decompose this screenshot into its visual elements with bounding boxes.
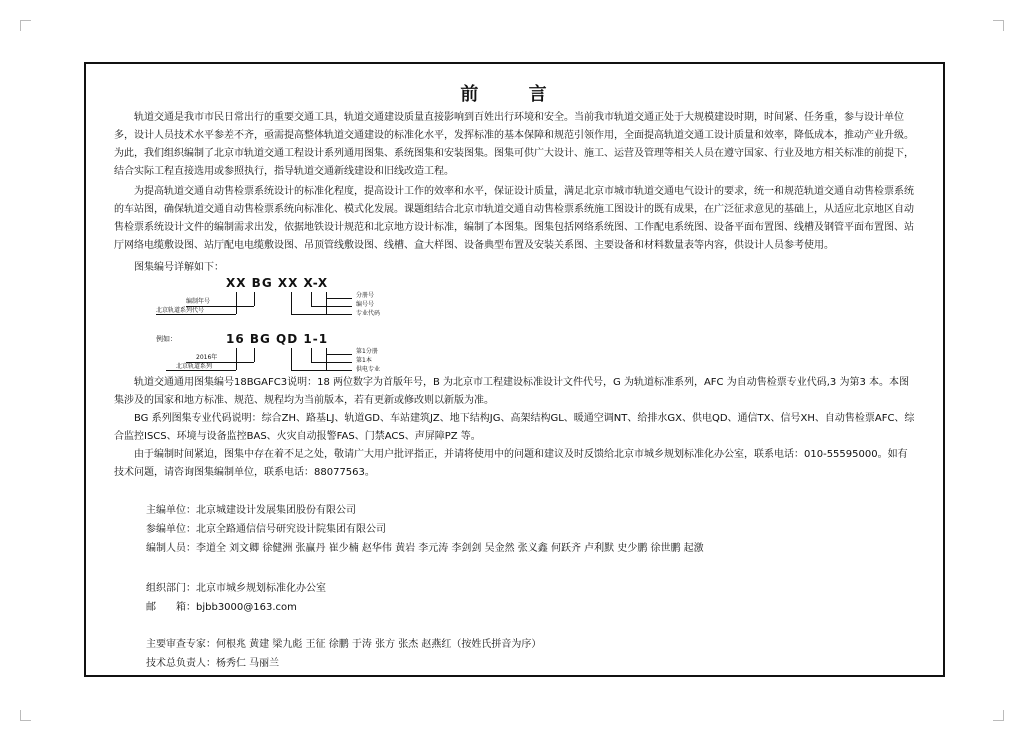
code-example-2-code: 16 BG QD 1-1 — [226, 332, 329, 346]
chief-unit: 主编单位：北京城建设计发展集团股份有限公司 — [146, 505, 356, 516]
code-example-1-right-label-1: 分册号 — [356, 292, 375, 299]
editors: 编制人员：李道全 刘文卿 徐健洲 张赢丹 崔少楠 赵华伟 黄岩 李元涛 李剑剑 吴金然 张义鑫 何跃齐 卢利默 史少鹏 徐世鹏 起激 — [146, 543, 704, 554]
code-example-1-left-label-1: 编制年号 — [186, 298, 211, 305]
code-example-2-right-label-3: 供电专业 — [356, 366, 381, 373]
reviewers: 主要审查专家：何根兆 黄建 梁九彪 王征 徐鹏 于涛 张方 张杰 赵燕红（按姓氏拼音为序） — [146, 639, 542, 650]
document-frame — [84, 62, 945, 677]
crop-mark-top-left — [20, 20, 31, 31]
paragraph-1: 轨道交通是我市市民日常出行的重要交通工具，轨道交通建设质量直接影响到百姓出行环境和安全。当前我市轨道交通正处于大规模建设时期，时间紧、任务重，参与设计单位多，设计人员技术水平参差不齐，亟需提高整体轨道交通建设的标准化水平，发挥标准的基本保障和规范引领作用，全面提高轨道交通工设计质量和效率，降低成本，推动产业升级。为此，我们组织编制了北京市轨道交通工程设计系列通用图集、系统图集和安装图集。图集可供广大设计、施工、运营及管理等相关人员在遵守国家、行业及地方相关标准的前提下，结合实际工程直接选用或参照执行，指导轨道交通新线建设和旧线改造工程。 — [114, 112, 914, 177]
page-title: 前 言 — [460, 84, 569, 105]
code-example-2-right-label-1: 第1分册 — [356, 348, 378, 355]
paragraph-5: 由于编制时间紧迫，图集中存在着不足之处，敬请广大用户批评指正，并请将使用中的问题和建议及时反馈给北京市城乡规划标准化办公室，联系电话：010-55595000。如有技术问题，请咨询图集编制单位，联系电话：88077563。 — [114, 449, 908, 478]
code-example-1-code: XX BG XX X-X — [226, 276, 329, 290]
crop-mark-top-right — [993, 20, 1004, 31]
paragraph-4: BG 系列图集专业代码说明：综合ZH、路基LJ、轨道GD、车站建筑JZ、地下结构JG、高架结构GL、暖通空调NT、给排水GX、供电QD、通信TX、信号XH、自动售检票AFC、综合监控ISCS、环境与设备监控BAS、火灾自动报警FAS、门禁ACS、声屏障PZ 等。 — [114, 413, 915, 442]
paragraph-2: 为提高轨道交通自动售检票系统设计的标准化程度，提高设计工作的效率和水平，保证设计质量，满足北京市城市轨道交通电气设计的要求，统一和规范轨道交通自动售检票系统的车站图，确保轨道交通自动售检票系统向标准化、模式化发展。课题组结合北京市轨道交通自动售检票系统施工图设计的既有成果，在广泛征求意见的基础上，从适应北京地区自动售检票系统设计文件的编制需求出发，依据地铁设计规范和北京地方设计标准，编制了本图集。图集包括网络系统图、工作配电系统图、设备平面布置图、线槽及钢管平面布置图、站厅网络电缆敷设图、站厅配电电缆敷设图、吊顶管线敷设图、线槽、盒大样图、设备典型布置及安装关系图、主要设备和材料数量表等内容，供设计人员参考使用。 — [114, 186, 914, 251]
crop-mark-bottom-right — [993, 710, 1004, 721]
email-label: 邮 箱： — [146, 602, 196, 613]
code-example-2-left-label-2: 北京轨道系列 — [176, 363, 213, 370]
org-dept: 组织部门：北京市城乡规划标准化办公室 — [146, 583, 326, 594]
code-example-2-left-label-1: 2016年 — [196, 354, 218, 361]
code-example-2-right-label-2: 第1本 — [356, 357, 372, 364]
example-label: 例如： — [156, 335, 177, 343]
code-example-1-right-label-3: 专业代码 — [356, 310, 381, 317]
participant-unit: 参编单位：北京全路通信信号研究设计院集团有限公司 — [146, 524, 386, 535]
tech-lead: 技术总负责人：杨秀仁 马丽兰 — [146, 658, 280, 669]
code-example-1-left-label-2: 北京轨道系列代号 — [156, 307, 205, 314]
email-row — [146, 599, 297, 617]
crop-mark-bottom-left — [20, 710, 31, 721]
paragraph-3: 轨道交通通用图集编号18BGAFC3说明：18 两位数字为首版年号，B 为北京市工程建设标准设计文件代号，G 为轨道标准系列，AFC 为自动售检票专业代码,3 为第3 本。本图集涉及的国家和地方标准、规范、规程均为当前版本，若有更新或修改则以新版为准。 — [114, 377, 909, 406]
code-intro: 图集编号详解如下： — [134, 262, 224, 273]
code-example-1-right-label-2: 编号号 — [356, 301, 375, 308]
email-address[interactable]: bjbb3000@163.com — [196, 602, 297, 613]
